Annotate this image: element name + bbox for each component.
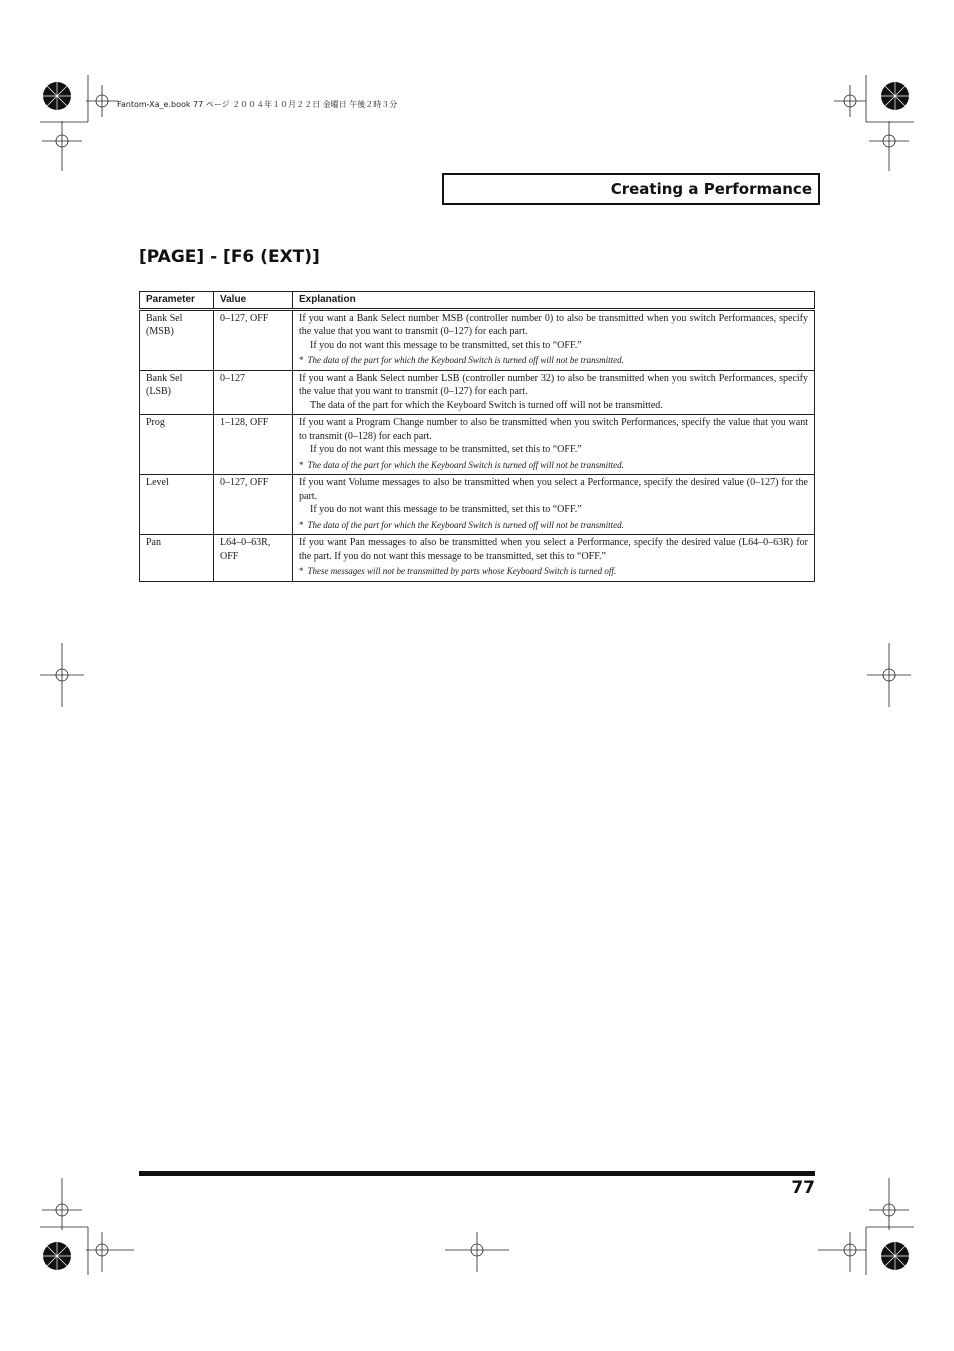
explanation-cell <box>293 475 815 535</box>
note-marker: * <box>299 459 304 470</box>
table-row <box>140 475 815 535</box>
param-cell: Pan <box>140 535 214 582</box>
explanation-text-secondary: If you do not want this message to be transmitted, set this to “OFF.” <box>310 504 582 515</box>
explanation-cell <box>293 370 815 415</box>
value-cell: 1–128, OFF <box>214 415 293 475</box>
note-content: The data of the part for which the Keyboard Switch is turned off will not be transmitted. <box>307 355 624 365</box>
explanation-text: If you want Pan messages to also be transmitted when you select a Performance, specify the desired value (L64–0–63R) for the part. If you do not want this message to be transmitted, set this to “OFF.” <box>299 537 808 562</box>
note-marker: * <box>299 355 304 365</box>
explanation-text-secondary: If you do not want this message to be transmitted, set this to “OFF.” <box>310 339 582 351</box>
param-cell: Level <box>140 475 214 535</box>
note-text <box>299 519 808 533</box>
value-cell: 0–127 <box>214 370 293 415</box>
table-row <box>140 370 815 415</box>
value-cell: L64–0–63R, OFF <box>214 535 293 582</box>
explanation-cell <box>293 309 815 370</box>
explanation-cell <box>293 415 815 475</box>
note-marker: * <box>299 519 304 530</box>
table-row <box>140 415 815 475</box>
table-row <box>140 309 815 370</box>
column-header-parameter: Parameter <box>140 292 214 310</box>
explanation-text: If you want Volume messages to also be transmitted when you select a Performance, specify the desired value (0–127) for the part. <box>299 477 808 502</box>
page-heading: [PAGE] - [F6 (EXT)] <box>139 247 320 267</box>
explanation-text: If you want a Program Change number to also be transmitted when you switch Performances, specify the value that you want to transmit (0–128) for each part. <box>299 417 808 442</box>
param-cell: Bank Sel (LSB) <box>140 370 214 415</box>
explanation-text-secondary: The data of the part for which the Keyboard Switch is turned off will not be transmitted. <box>310 399 663 411</box>
column-header-explanation: Explanation <box>293 292 815 310</box>
note-marker: * <box>299 566 304 576</box>
column-header-value: Value <box>214 292 293 310</box>
note-text <box>299 354 808 368</box>
explanation-text: If you want a Bank Select number LSB (controller number 32) to also be transmitted when you switch Performances, specify the value that you want to transmit (0–127) for each part. <box>299 372 808 397</box>
section-title: Creating a Performance <box>610 180 812 198</box>
note-content: The data of the part for which the Keyboard Switch is turned off will not be transmitted. <box>307 519 624 530</box>
table-header-row <box>140 292 815 310</box>
parameter-table <box>139 291 815 582</box>
value-cell: 0–127, OFF <box>214 475 293 535</box>
param-cell: Prog <box>140 415 214 475</box>
note-text <box>299 459 808 473</box>
page-number: 77 <box>791 1178 815 1198</box>
note-text <box>299 565 808 579</box>
explanation-text-secondary: If you do not want this message to be transmitted, set this to “OFF.” <box>310 444 582 455</box>
print-header: Fantom-Xa_e.book 77 ページ ２００４年１０月２２日 金曜日 午後２時３分 <box>117 100 398 109</box>
value-cell: 0–127, OFF <box>214 309 293 370</box>
param-cell: Bank Sel (MSB) <box>140 309 214 370</box>
table-row <box>140 535 815 582</box>
note-content: The data of the part for which the Keyboard Switch is turned off will not be transmitted. <box>307 459 624 470</box>
section-title-box <box>442 173 820 205</box>
explanation-cell <box>293 535 815 582</box>
explanation-text: If you want a Bank Select number MSB (controller number 0) to also be transmitted when you switch Performances, specify the value that you want to transmit (0–127) for each part. <box>299 312 808 337</box>
footer-rule <box>139 1171 815 1176</box>
note-content: These messages will not be transmitted by parts whose Keyboard Switch is turned off. <box>307 566 617 576</box>
